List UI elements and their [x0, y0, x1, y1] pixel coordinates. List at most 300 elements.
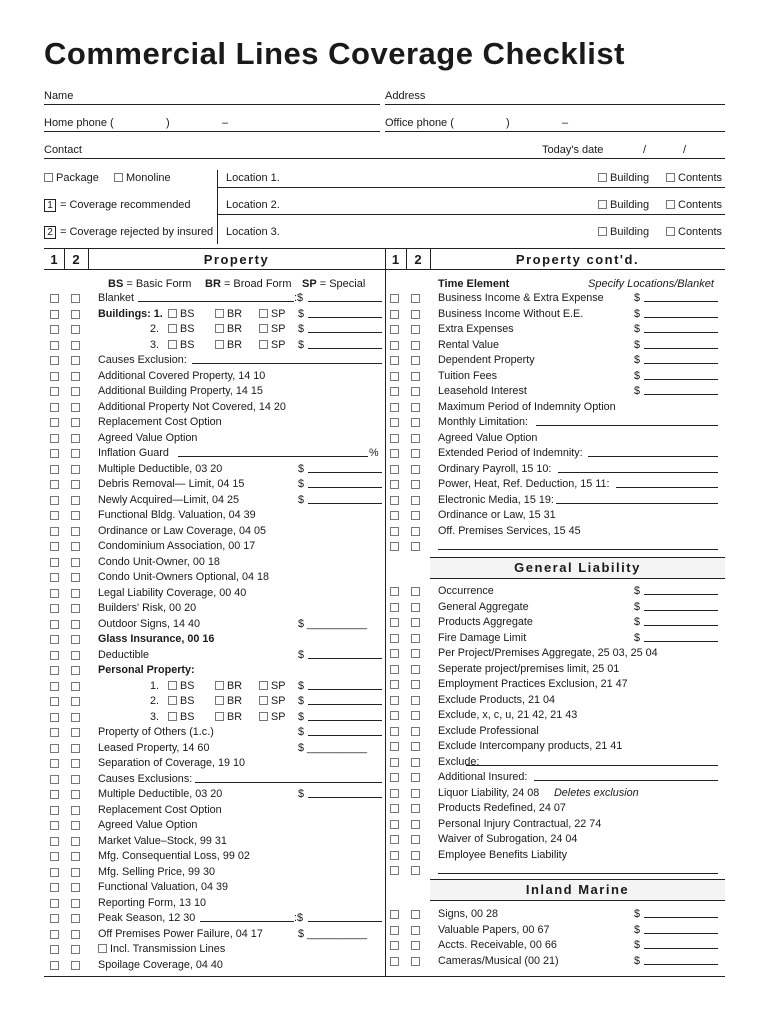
coverage-recommended-checkbox[interactable]: [50, 558, 59, 567]
loc3-contents-checkbox[interactable]: [666, 227, 675, 236]
coverage-rejected-checkbox[interactable]: [411, 618, 420, 627]
coverage-recommended-checkbox[interactable]: [390, 372, 399, 381]
fill-line[interactable]: [308, 338, 382, 349]
bs-option[interactable]: BS: [168, 694, 194, 710]
fill-line[interactable]: [644, 954, 718, 965]
item-label: 1.: [150, 679, 160, 692]
coverage-recommended-checkbox[interactable]: [50, 573, 59, 582]
coverage-recommended-checkbox[interactable]: [390, 434, 399, 443]
coverage-recommended-checkbox[interactable]: [50, 852, 59, 861]
coverage-rejected-checkbox[interactable]: [411, 310, 420, 319]
coverage-rejected-checkbox[interactable]: [411, 372, 420, 381]
home-phone-field[interactable]: [44, 131, 380, 132]
coverage-recommended-checkbox[interactable]: [390, 325, 399, 334]
coverage-recommended-checkbox[interactable]: [390, 835, 399, 844]
coverage-rejected-checkbox[interactable]: [411, 387, 420, 396]
coverage-rejected-checkbox[interactable]: [411, 680, 420, 689]
coverage-recommended-checkbox[interactable]: [390, 310, 399, 319]
coverage-rejected-checkbox[interactable]: [71, 821, 80, 830]
coverage-rejected-checkbox[interactable]: [411, 926, 420, 935]
coverage-rejected-checkbox[interactable]: [411, 696, 420, 705]
coverage-recommended-checkbox[interactable]: [390, 680, 399, 689]
bs-option-checkbox[interactable]: [168, 696, 177, 705]
coverage-rejected-checkbox[interactable]: [71, 914, 80, 923]
br-option[interactable]: BR: [215, 679, 242, 695]
coverage-rejected-checkbox[interactable]: [71, 883, 80, 892]
fill-line[interactable]: [644, 907, 718, 918]
coverage-rejected-checkbox[interactable]: [411, 665, 420, 674]
fill-line[interactable]: [200, 911, 294, 922]
sp-option-checkbox[interactable]: [259, 681, 268, 690]
fill-line[interactable]: [644, 369, 718, 380]
coverage-rejected-checkbox[interactable]: [71, 449, 80, 458]
coverage-recommended-checkbox[interactable]: [390, 758, 399, 767]
table-bottom-rule: [44, 976, 725, 977]
item-label: Condo Unit-Owners Optional, 04 18: [98, 571, 270, 583]
monoline-option[interactable]: Monoline: [114, 172, 171, 184]
item-label: General Aggregate: [438, 600, 529, 613]
value-symbol: $: [634, 939, 641, 951]
fill-line[interactable]: [558, 462, 718, 473]
coverage-rejected-checkbox[interactable]: [71, 418, 80, 427]
coverage-recommended-checkbox[interactable]: [50, 713, 59, 722]
br-option-checkbox[interactable]: [215, 696, 224, 705]
coverage-rejected-checkbox[interactable]: [71, 527, 80, 536]
br-option[interactable]: BR: [215, 710, 242, 726]
coverage-rejected-checkbox[interactable]: [71, 744, 80, 753]
loc1-contents[interactable]: Contents: [666, 172, 722, 184]
coverage-recommended-checkbox[interactable]: [50, 728, 59, 737]
coverage-rejected-checkbox[interactable]: [71, 604, 80, 613]
incl-transmission-lines-checkbox[interactable]: [98, 944, 107, 953]
address-field[interactable]: [385, 104, 725, 105]
coverage-recommended-checkbox[interactable]: [390, 634, 399, 643]
sp-option[interactable]: SP: [259, 694, 285, 710]
coverage-recommended-checkbox[interactable]: [50, 480, 59, 489]
item-label: Business Income & Extra Expense: [438, 292, 604, 304]
coverage-recommended-checkbox[interactable]: [50, 604, 59, 613]
fill-line[interactable]: [308, 694, 382, 705]
loc1-building-checkbox[interactable]: [598, 173, 607, 182]
fill-line[interactable]: [178, 446, 368, 457]
coverage-recommended-checkbox[interactable]: [50, 542, 59, 551]
coverage-rejected-checkbox[interactable]: [71, 589, 80, 598]
coverage-recommended-checkbox[interactable]: [50, 434, 59, 443]
coverage-rejected-checkbox[interactable]: [411, 341, 420, 350]
loc3-building-checkbox[interactable]: [598, 227, 607, 236]
coverage-recommended-checkbox[interactable]: [390, 926, 399, 935]
value-symbol: $: [634, 338, 641, 351]
coverage-recommended-checkbox[interactable]: [50, 325, 59, 334]
coverage-recommended-checkbox[interactable]: [390, 341, 399, 350]
coverage-rejected-checkbox[interactable]: [71, 465, 80, 474]
fill-line[interactable]: [644, 938, 718, 949]
sp-option-checkbox[interactable]: [259, 309, 268, 318]
coverage-rejected-checkbox[interactable]: [411, 587, 420, 596]
coverage-recommended-checkbox[interactable]: [50, 806, 59, 815]
fill-line[interactable]: [644, 307, 718, 318]
coverage-recommended-checkbox[interactable]: [390, 480, 399, 489]
coverage-rejected-checkbox[interactable]: [71, 775, 80, 784]
sp-option[interactable]: SP: [259, 679, 285, 695]
coverage-rejected-checkbox[interactable]: [71, 837, 80, 846]
sp-option[interactable]: SP: [259, 307, 285, 323]
coverage-recommended-checkbox[interactable]: [50, 449, 59, 458]
coverage-rejected-checkbox[interactable]: [411, 434, 420, 443]
coverage-recommended-checkbox[interactable]: [390, 789, 399, 798]
liquor-note: Deletes exclusion: [554, 786, 639, 799]
coverage-recommended-checkbox[interactable]: [390, 696, 399, 705]
page-title: Commercial Lines Coverage Checklist: [44, 36, 625, 71]
bs-option[interactable]: BS: [168, 307, 194, 323]
package-option[interactable]: Package: [44, 172, 99, 184]
loc2-contents-checkbox[interactable]: [666, 200, 675, 209]
coverage-rejected-checkbox[interactable]: [411, 603, 420, 612]
coverage-rejected-checkbox[interactable]: [411, 910, 420, 919]
loc3-contents[interactable]: Contents: [666, 226, 722, 238]
coverage-recommended-checkbox[interactable]: [50, 666, 59, 675]
coverage-rejected-checkbox[interactable]: [71, 620, 80, 629]
br-option-checkbox[interactable]: [215, 309, 224, 318]
coverage-recommended-checkbox[interactable]: [390, 910, 399, 919]
coverage-rejected-checkbox[interactable]: [71, 852, 80, 861]
fill-line[interactable]: [138, 291, 294, 302]
coverage-recommended-checkbox[interactable]: [50, 387, 59, 396]
coverage-rejected-checkbox[interactable]: [411, 480, 420, 489]
coverage-recommended-checkbox[interactable]: [390, 804, 399, 813]
sp-option[interactable]: SP: [259, 710, 285, 726]
coverage-rejected-checkbox[interactable]: [71, 573, 80, 582]
coverage-rejected-checkbox[interactable]: [71, 387, 80, 396]
coverage-recommended-checkbox[interactable]: [50, 651, 59, 660]
coverage-rejected-checkbox[interactable]: [71, 434, 80, 443]
coverage-recommended-checkbox[interactable]: [50, 682, 59, 691]
office-phone-field[interactable]: [385, 131, 725, 132]
coverage-rejected-checkbox[interactable]: [71, 868, 80, 877]
coverage-recommended-checkbox[interactable]: [390, 542, 399, 551]
coverage-rejected-checkbox[interactable]: [71, 961, 80, 970]
list-item: [390, 477, 690, 493]
coverage-rejected-checkbox[interactable]: [71, 403, 80, 412]
br-option-checkbox[interactable]: [215, 681, 224, 690]
coverage-recommended-checkbox[interactable]: [390, 403, 399, 412]
fill-line[interactable]: [308, 648, 382, 659]
coverage-rejected-checkbox[interactable]: [71, 697, 80, 706]
coverage-recommended-checkbox[interactable]: [390, 649, 399, 658]
coverage-recommended-checkbox[interactable]: [50, 790, 59, 799]
coverage-rejected-checkbox[interactable]: [71, 806, 80, 815]
loc2-contents[interactable]: Contents: [666, 199, 722, 211]
coverage-recommended-checkbox[interactable]: [390, 603, 399, 612]
bs-option[interactable]: BS: [168, 710, 194, 726]
fill-line[interactable]: [534, 770, 718, 781]
list-item: [50, 679, 350, 695]
home-phone-dash: –: [222, 117, 229, 129]
coverage-recommended-checkbox[interactable]: [50, 620, 59, 629]
fill-line[interactable]: [308, 322, 382, 333]
coverage-recommended-checkbox[interactable]: [390, 665, 399, 674]
coverage-rejected-checkbox[interactable]: [71, 930, 80, 939]
loc1-building[interactable]: Building: [598, 172, 649, 184]
value-symbol: $: [298, 338, 305, 351]
bs-option-checkbox[interactable]: [168, 309, 177, 318]
loc2-building-checkbox[interactable]: [598, 200, 607, 209]
sp-option-checkbox[interactable]: [259, 712, 268, 721]
coverage-recommended-checkbox[interactable]: [390, 742, 399, 751]
coverage-recommended-checkbox[interactable]: [50, 589, 59, 598]
br-option-checkbox[interactable]: [215, 712, 224, 721]
bs-option-checkbox[interactable]: [168, 324, 177, 333]
fill-line[interactable]: [308, 477, 382, 488]
fill-line[interactable]: [644, 600, 718, 611]
coverage-rejected-checkbox[interactable]: [71, 759, 80, 768]
coverage-recommended-checkbox[interactable]: [50, 511, 59, 520]
fill-line[interactable]: [556, 493, 718, 504]
coverage-rejected-checkbox[interactable]: [71, 558, 80, 567]
coverage-rejected-checkbox[interactable]: [71, 899, 80, 908]
fill-line[interactable]: [644, 923, 718, 934]
coverage-rejected-checkbox[interactable]: [411, 325, 420, 334]
inland-marine-header: Inland Marine: [430, 879, 725, 901]
coverage-rejected-checkbox[interactable]: [411, 866, 420, 875]
item-label: Cameras/Musical (00 21): [438, 954, 559, 967]
fill-line[interactable]: [536, 415, 718, 426]
fill-line[interactable]: [644, 353, 718, 364]
value-symbol: $: [634, 631, 641, 644]
item-label: Employment Practices Exclusion, 21 47: [438, 678, 628, 690]
coverage-recommended-checkbox[interactable]: [50, 837, 59, 846]
fill-line[interactable]: [616, 477, 718, 488]
coverage-rejected-checkbox[interactable]: [71, 666, 80, 675]
br-option[interactable]: BR: [215, 338, 242, 354]
coverage-recommended-checkbox[interactable]: [50, 868, 59, 877]
coverage-recommended-checkbox[interactable]: [390, 465, 399, 474]
bs-option-checkbox[interactable]: [168, 340, 177, 349]
coverage-rejected-checkbox[interactable]: [71, 651, 80, 660]
coverage-recommended-checkbox[interactable]: [390, 511, 399, 520]
coverage-rejected-checkbox[interactable]: [411, 356, 420, 365]
br-option[interactable]: BR: [215, 322, 242, 338]
coverage-rejected-checkbox[interactable]: [71, 356, 80, 365]
fill-line[interactable]: [308, 307, 382, 318]
fill-line[interactable]: [466, 755, 718, 766]
fill-line[interactable]: [644, 384, 718, 395]
coverage-recommended-checkbox[interactable]: [390, 941, 399, 950]
coverage-rejected-checkbox[interactable]: [71, 496, 80, 505]
fill-line[interactable]: [644, 631, 718, 642]
coverage-rejected-checkbox[interactable]: [71, 635, 80, 644]
coverage-rejected-checkbox[interactable]: [411, 403, 420, 412]
coverage-recommended-checkbox[interactable]: [390, 957, 399, 966]
bs-option[interactable]: BS: [168, 679, 194, 695]
coverage-recommended-checkbox[interactable]: [390, 496, 399, 505]
coverage-rejected-checkbox[interactable]: [411, 294, 420, 303]
coverage-rejected-checkbox[interactable]: [411, 711, 420, 720]
fill-line[interactable]: [644, 322, 718, 333]
name-field[interactable]: [44, 104, 380, 105]
coverage-recommended-checkbox[interactable]: [390, 294, 399, 303]
fill-line[interactable]: [195, 772, 382, 783]
coverage-rejected-checkbox[interactable]: [71, 511, 80, 520]
coverage-rejected-checkbox[interactable]: [411, 727, 420, 736]
coverage-rejected-checkbox[interactable]: [71, 372, 80, 381]
coverage-recommended-checkbox[interactable]: [50, 465, 59, 474]
coverage-recommended-checkbox[interactable]: [50, 356, 59, 365]
item-label: Additional Property Not Covered, 14 20: [98, 400, 286, 413]
loc3-building[interactable]: Building: [598, 226, 649, 238]
monoline-checkbox[interactable]: [114, 173, 123, 182]
coverage-rejected-checkbox[interactable]: [411, 542, 420, 551]
coverage-recommended-checkbox[interactable]: [50, 403, 59, 412]
coverage-rejected-checkbox[interactable]: [411, 835, 420, 844]
sp-option-checkbox[interactable]: [259, 340, 268, 349]
incl-transmission-lines[interactable]: Incl. Transmission Lines: [98, 942, 225, 958]
coverage-recommended-checkbox[interactable]: [50, 744, 59, 753]
fill-line[interactable]: [308, 462, 382, 473]
coverage-rejected-checkbox[interactable]: [411, 851, 420, 860]
coverage-rejected-checkbox[interactable]: [411, 742, 420, 751]
sp-option[interactable]: SP: [259, 322, 285, 338]
coverage-recommended-checkbox[interactable]: [50, 341, 59, 350]
todays-date-label: Today's date: [542, 144, 604, 156]
coverage-recommended-checkbox[interactable]: [390, 773, 399, 782]
coverage-recommended-checkbox[interactable]: [50, 310, 59, 319]
fill-line[interactable]: [192, 353, 382, 364]
fill-line[interactable]: [438, 539, 718, 550]
fill-line[interactable]: [308, 710, 382, 721]
coverage-recommended-checkbox[interactable]: [390, 387, 399, 396]
location-2-field[interactable]: [217, 214, 725, 215]
coverage-recommended-checkbox[interactable]: [390, 587, 399, 596]
coverage-recommended-checkbox[interactable]: [50, 697, 59, 706]
fill-line[interactable]: [308, 725, 382, 736]
coverage-recommended-checkbox[interactable]: [390, 527, 399, 536]
coverage-rejected-checkbox[interactable]: [71, 480, 80, 489]
loc1-contents-checkbox[interactable]: [666, 173, 675, 182]
coverage-recommended-checkbox[interactable]: [50, 775, 59, 784]
coverage-recommended-checkbox[interactable]: [390, 711, 399, 720]
fill-line[interactable]: [644, 291, 718, 302]
coverage-rejected-checkbox[interactable]: [71, 728, 80, 737]
date-sep-2: /: [683, 144, 687, 156]
coverage-rejected-checkbox[interactable]: [71, 542, 80, 551]
bs-option-checkbox[interactable]: [168, 681, 177, 690]
coverage-rejected-checkbox[interactable]: [71, 945, 80, 954]
coverage-rejected-checkbox[interactable]: [411, 634, 420, 643]
coverage-recommended-checkbox[interactable]: [50, 635, 59, 644]
bs-option-checkbox[interactable]: [168, 712, 177, 721]
coverage-rejected-checkbox[interactable]: [71, 682, 80, 691]
coverage-rejected-checkbox[interactable]: [411, 496, 420, 505]
coverage-recommended-checkbox[interactable]: [50, 914, 59, 923]
bs-option[interactable]: BS: [168, 322, 194, 338]
list-item: [50, 958, 350, 974]
list-item: [50, 462, 350, 478]
coverage-recommended-checkbox[interactable]: [390, 418, 399, 427]
coverage-rejected-checkbox[interactable]: [71, 790, 80, 799]
fill-line[interactable]: [644, 615, 718, 626]
coverage-recommended-checkbox[interactable]: [50, 496, 59, 505]
coverage-recommended-checkbox[interactable]: [50, 899, 59, 908]
coverage-recommended-checkbox[interactable]: [50, 945, 59, 954]
coverage-rejected-checkbox[interactable]: [411, 789, 420, 798]
list-item: [390, 646, 690, 662]
fill-line[interactable]: [588, 446, 718, 457]
fill-line[interactable]: [644, 338, 718, 349]
contact-field[interactable]: [44, 158, 725, 159]
coverage-rejected-checkbox[interactable]: [411, 449, 420, 458]
coverage-recommended-checkbox[interactable]: [50, 418, 59, 427]
coverage-recommended-checkbox[interactable]: [50, 821, 59, 830]
location-1-field[interactable]: [217, 187, 725, 188]
item-label: Reporting Form, 13 10: [98, 896, 207, 909]
sp-option-checkbox[interactable]: [259, 324, 268, 333]
coverage-recommended-checkbox[interactable]: [390, 820, 399, 829]
br-option-checkbox[interactable]: [215, 324, 224, 333]
coverage-rejected-checkbox[interactable]: [411, 804, 420, 813]
fill-line[interactable]: [308, 679, 382, 690]
sp-option-checkbox[interactable]: [259, 696, 268, 705]
coverage-recommended-checkbox[interactable]: [50, 883, 59, 892]
coverage-recommended-checkbox[interactable]: [50, 930, 59, 939]
coverage-recommended-checkbox[interactable]: [50, 294, 59, 303]
value-symbol: :$: [294, 912, 304, 924]
package-checkbox[interactable]: [44, 173, 53, 182]
coverage-recommended-checkbox[interactable]: [390, 356, 399, 365]
br-option-checkbox[interactable]: [215, 340, 224, 349]
coverage-recommended-checkbox[interactable]: [390, 618, 399, 627]
fill-line[interactable]: [644, 584, 718, 595]
fill-line[interactable]: [308, 493, 382, 504]
value-symbol: $: [634, 600, 641, 613]
br-option[interactable]: BR: [215, 307, 242, 323]
list-item: [50, 493, 350, 509]
coverage-rejected-checkbox[interactable]: [411, 820, 420, 829]
item-label: Maximum Period of Indemnity Option: [438, 400, 616, 413]
coverage-recommended-checkbox[interactable]: [50, 372, 59, 381]
fill-line[interactable]: [308, 291, 382, 302]
fill-line[interactable]: [438, 863, 718, 874]
coverage-rejected-checkbox[interactable]: [411, 758, 420, 767]
coverage-rejected-checkbox[interactable]: [71, 294, 80, 303]
coverage-rejected-checkbox[interactable]: [411, 527, 420, 536]
bs-option[interactable]: BS: [168, 338, 194, 354]
coverage-rejected-checkbox[interactable]: [71, 713, 80, 722]
coverage-recommended-checkbox[interactable]: [50, 527, 59, 536]
coverage-rejected-checkbox[interactable]: [411, 511, 420, 520]
coverage-recommended-checkbox[interactable]: [50, 961, 59, 970]
coverage-rejected-checkbox[interactable]: [411, 941, 420, 950]
coverage-rejected-checkbox[interactable]: [71, 325, 80, 334]
coverage-rejected-checkbox[interactable]: [411, 773, 420, 782]
coverage-rejected-checkbox[interactable]: [411, 957, 420, 966]
coverage-rejected-checkbox[interactable]: [411, 649, 420, 658]
coverage-rejected-checkbox[interactable]: [411, 465, 420, 474]
coverage-recommended-checkbox[interactable]: [390, 449, 399, 458]
coverage-recommended-checkbox[interactable]: [390, 727, 399, 736]
loc2-building[interactable]: Building: [598, 199, 649, 211]
coverage-recommended-checkbox[interactable]: [50, 759, 59, 768]
br-option[interactable]: BR: [215, 694, 242, 710]
coverage-recommended-checkbox[interactable]: [390, 866, 399, 875]
coverage-rejected-checkbox[interactable]: [71, 310, 80, 319]
coverage-recommended-checkbox[interactable]: [390, 851, 399, 860]
coverage-rejected-checkbox[interactable]: [411, 418, 420, 427]
fill-line[interactable]: [308, 911, 382, 922]
fill-line[interactable]: [308, 787, 382, 798]
coverage-rejected-checkbox[interactable]: [71, 341, 80, 350]
sp-option[interactable]: SP: [259, 338, 285, 354]
